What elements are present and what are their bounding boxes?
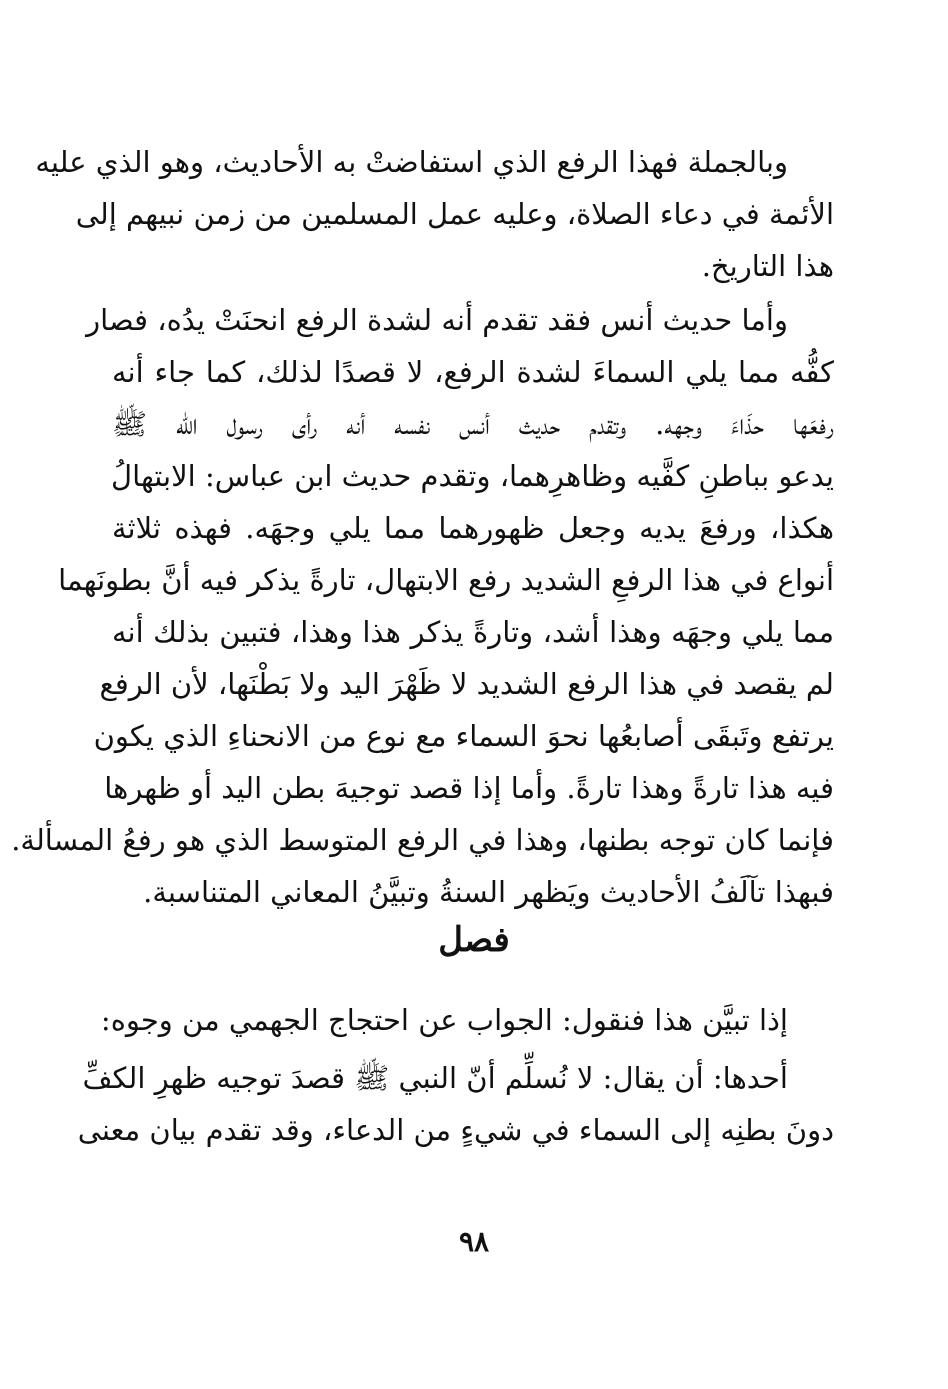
text-line: وبالجملة فهذا الرفع الذي استفاضتْ به الأحاديث، وهو الذي عليه — [35, 145, 788, 179]
text-line: هذا التاريخ. — [701, 249, 834, 283]
text-line: لم يقصد في هذا الرفع الشديد لا ظَهْرَ اليد ولا بَطْنَها، لأن الرفع — [99, 667, 834, 701]
text-line: أنواع في هذا الرفعِ الشديد رفع الابتهال، تارةً يذكر فيه أنَّ بطونَهما — [58, 563, 834, 597]
section-heading: فصل — [438, 920, 510, 960]
text-line: دونَ بطنِه إلى السماء في شيءٍ من الدعاء، وقد تقدم بيان معنى — [77, 1113, 834, 1147]
text-line: مما يلي وجهَه وهذا أشد، وتارةً يذكر هذا وهذا، فتبين بذلك أنه — [112, 615, 834, 649]
text-line: يدعو بباطنِ كفَّيه وظاهرِهما، وتقدم حديث ابن عباس: الابتهالُ — [111, 459, 834, 493]
paragraph-2 — [11, 294, 834, 918]
text-line: الأئمة في دعاء الصلاة، وعليه عمل المسلمين من زمن نبيهم إلى — [75, 197, 834, 231]
text-line: هكذا، ورفعَ يديه وجعل ظهورهما مما يلي وجهَه. فهذه ثلاثة — [112, 511, 834, 545]
text-line: فإنما كان توجه بطنها، وهذا في الرفع المتوسط الذي هو رفعُ المسألة. — [11, 823, 834, 857]
section-paragraph-2 — [77, 1052, 834, 1156]
text-line: رفعَها حذَاءَ وجهه. وتقدم حديث أنس نفسه أنه رأى رسول الله ﷺ — [112, 407, 834, 441]
text-line: أحدها: أن يقال: لا نُسلِّم أنّ النبي ﷺ قصدَ توجيه ظهرِ الكفِّ — [82, 1061, 788, 1095]
section-paragraph-1 — [100, 994, 834, 1046]
text-line: وأما حديث أنس فقد تقدم أنه لشدة الرفع انحنَتْ يدُه، فصار — [86, 303, 788, 337]
text-line: إذا تبيَّن هذا فنقول: الجواب عن احتجاج الجهمي من وجوه: — [100, 1003, 788, 1037]
page-number: ٩٨ — [458, 1225, 490, 1258]
text-line: فيه هذا تارةً وهذا تارةً. وأما إذا قصد توجيهَ بطن اليد أو ظهرها — [104, 771, 834, 805]
text-line: كفُّه مما يلي السماءَ لشدة الرفع، لا قصدًا لذلك، كما جاء أنه — [112, 355, 834, 389]
text-line: يرتفع وتَبقَى أصابعُها نحوَ السماء مع نوع من الانحناءِ الذي يكون — [93, 719, 834, 753]
text-line: فبهذا تآلَفُ الأحاديث ويَظهر السنةُ وتبيَّنُ المعاني المتناسبة. — [143, 875, 834, 909]
paragraph-1 — [35, 136, 834, 292]
